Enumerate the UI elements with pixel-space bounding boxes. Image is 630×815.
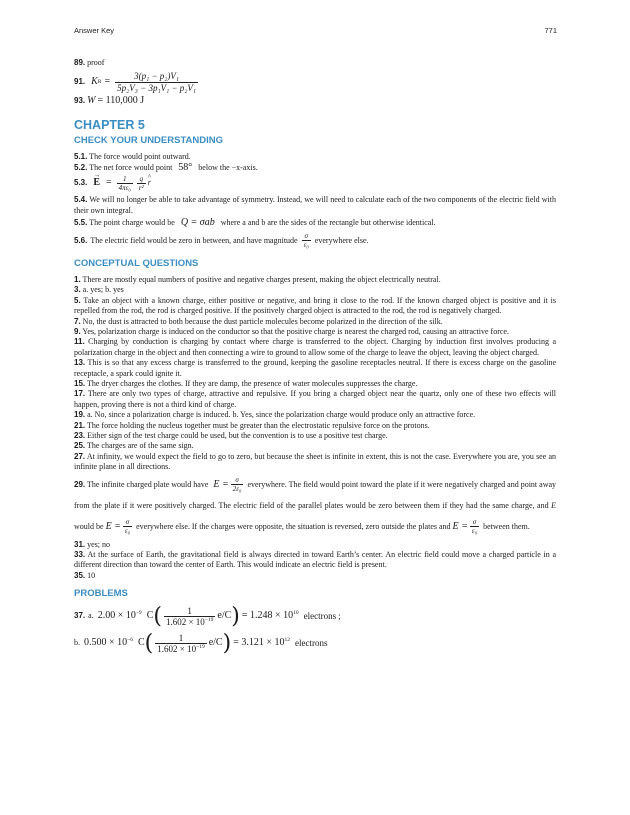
exponent: −19: [196, 644, 205, 651]
fraction-numerator: σ: [123, 518, 132, 527]
answer-37b: [74, 630, 556, 656]
electric-field-vector: E →: [93, 178, 100, 188]
conceptual-answers: [74, 275, 556, 581]
answer-text: This is so that any excess charge is transferred to the ground, keeping the gasoline receptacles neutral. If there is excess charge on the gasoline receptacle, a spark could ignite it.: [74, 358, 557, 378]
answer-number: 11.: [74, 337, 85, 347]
running-header-left: Answer Key: [74, 26, 115, 35]
mantissa: 2.00 × 10: [97, 610, 136, 622]
result-unit: electrons: [294, 638, 328, 649]
answer-23: [74, 431, 556, 441]
angle-value: 58°: [178, 161, 193, 173]
fraction-denominator: 4πε₀: [118, 184, 131, 193]
answer-text: Charging by conduction is charging by contact where charge is transferred to the object. Charging by induction first involves producing a polarization charge in the object and then connecting a wire to ground to allow some of the charge to leave the object, leaving the object charged.: [74, 337, 556, 357]
math-lhs: W: [87, 95, 96, 107]
answer-number: 15.: [74, 379, 86, 388]
answer-text: The force would point outward.: [89, 152, 191, 162]
fraction-denominator: 5p₂V₃ − 3p₁V₁ − p₂V₁: [117, 82, 197, 93]
result-value: [233, 638, 290, 648]
right-paren: ): [222, 630, 232, 656]
answer-text: The infinite charged plate would have: [86, 479, 209, 489]
left-paren: (: [153, 603, 162, 629]
fraction: [302, 232, 311, 249]
charge-value: [84, 638, 133, 648]
answer-number: 21.: [74, 420, 86, 430]
answer-number: 13.: [74, 358, 86, 368]
answer-number: 19.: [74, 410, 86, 420]
fraction-numerator: 1: [164, 606, 215, 617]
fraction: [155, 633, 206, 655]
answer-31: [74, 540, 556, 550]
answer-text: Either sign of the test charge could be used, but the convention is to use a positive test charge.: [87, 431, 388, 441]
fraction: [115, 71, 198, 93]
result-value: [242, 611, 299, 621]
unit: C: [146, 610, 154, 622]
exponent: 10: [293, 610, 299, 617]
answer-89: [74, 58, 556, 68]
math-rhs: = 110,000 J: [97, 95, 145, 107]
answer-text: everywhere else. If the charges were opposite, the situation is reversed, zero outside the plates and: [136, 521, 451, 531]
unit: e/C: [217, 610, 232, 622]
answer-number: 5.2.: [74, 162, 88, 172]
right-paren: ): [231, 603, 240, 629]
answer-number: 29.: [74, 479, 86, 489]
mantissa: 0.500 × 10: [84, 637, 128, 649]
answer-text: The dryer charges the clothes. If they are damp, the presence of water molecules suppresses the charge.: [86, 379, 418, 388]
answer-number: 5.3.: [74, 178, 88, 188]
answer-text: Take an object with a known charge, either positive or negative, and bring it close to the rod. If the known charged object is positive and it is repelled from the rod, the rod is charged positive. If the positively charged object is attracted to the rod, the rod is negatively charged.: [74, 295, 557, 316]
answer-3: [74, 285, 556, 295]
answer-text: everywhere else.: [314, 235, 369, 245]
fraction-denominator: ε₀: [471, 527, 478, 536]
answer-number: 9.: [74, 326, 81, 336]
math-equals: =: [104, 76, 111, 88]
answer-number: 89.: [74, 58, 86, 67]
answer-text: At infinity, we would expect the field to go to zero, but because the sheet is infinite in extent, this is not the case. Everywhere you are, you see an infinite plane in all directions.: [74, 451, 556, 472]
answer-number: 35.: [74, 570, 86, 580]
exponent: 12: [284, 637, 290, 644]
answer-5-5: [74, 218, 556, 228]
answer-text: yes; no: [87, 539, 111, 549]
answer-number: 93.: [74, 96, 86, 106]
answer-text: where a and b are the sides of the rectangle but otherwise identical.: [220, 218, 436, 228]
answer-1: [74, 275, 556, 285]
fraction-numerator: σ: [302, 232, 311, 241]
answer-25: [74, 441, 556, 451]
answer-text: a. yes; b. yes: [82, 285, 124, 295]
answer-text: 10: [87, 570, 96, 580]
answer-5-6: [74, 232, 556, 249]
answer-5: [74, 296, 556, 317]
answer-5-3: [74, 175, 556, 192]
answer-21: [74, 421, 556, 431]
fraction-denominator: r²: [138, 184, 144, 193]
answer-number: 5.: [74, 295, 81, 305]
answer-number: 17.: [74, 389, 86, 399]
math-lhs: E =: [105, 520, 121, 532]
fraction-numerator: 1: [155, 633, 206, 644]
answer-35: [74, 571, 556, 581]
answer-29: [74, 474, 556, 537]
answer-15: [74, 379, 556, 389]
section-heading-problems: PROBLEMS: [74, 588, 128, 600]
answer-37a: [74, 603, 556, 629]
answer-text: The electric field would be zero in between, and have magnitude: [90, 235, 298, 245]
answer-text: proof: [87, 58, 105, 67]
answer-text: a. No, since a polarization charge is induced. b. Yes, since the polarization charge would produce only an attractive force.: [87, 410, 476, 420]
answer-text: We will no longer be able to take advantage of symmetry. Instead, we will need to calculate each of the two components of the electric field with their own integral.: [74, 195, 557, 215]
fraction-denominator: [155, 644, 206, 654]
fraction: [117, 175, 133, 192]
exponent: −9: [135, 610, 142, 617]
answer-number: 33.: [74, 550, 86, 560]
answer-93: [74, 96, 556, 106]
part-label: b.: [74, 638, 80, 648]
answer-91: 91. K R = $\frac{\text{3(p₁ − p₂)V₁}}{\text{5p₂V₃ − 3p₁V₁ − p₂V₁}}$: [74, 71, 197, 93]
answer-27: [74, 452, 556, 473]
math-lhs: E =: [213, 478, 229, 490]
answer-key-content: [74, 58, 556, 655]
answer-number: 91.: [74, 77, 86, 87]
denominator-mantissa: 1.602 × 10: [165, 617, 205, 628]
answer-5-4: [74, 195, 556, 216]
charge-value: [98, 611, 142, 621]
answer-text: At the surface of Earth, the gravitational field is always directed in toward Earth’s center. An electric field could move a charged particle in a different direction than toward the center of Earth. This would indicate an electric field is present.: [74, 550, 556, 570]
answer-number: 23.: [74, 431, 86, 441]
part-label: a.: [88, 611, 94, 621]
chapter-heading: CHAPTER 5: [74, 117, 145, 132]
fraction-denominator: ε₀: [303, 241, 309, 250]
answer-number: 3.: [74, 285, 81, 295]
answer-13: [74, 358, 556, 379]
answer-text: everywhere. The field would point toward the plate if it were negatively charged and point away from the plate if it were positively charged. The electric field of the parallel plates would be zero between them if they had the same charge, and: [74, 479, 557, 510]
answer-17: [74, 389, 556, 410]
answer-number: 5.6.: [74, 235, 88, 245]
result-mantissa: = 1.248 × 10: [241, 610, 294, 622]
denominator-mantissa: 1.602 × 10: [157, 644, 197, 655]
answer-text: between them.: [483, 521, 530, 531]
answer-number: 1.: [74, 274, 81, 284]
answer-text: There are mostly equal numbers of positive and negative charges present, making the object electrically neutral.: [82, 274, 441, 284]
section-heading-check-your-understanding: CHECK YOUR UNDERSTANDING: [74, 134, 224, 146]
answer-number: 25.: [74, 441, 86, 451]
math-expression: Q = σab: [180, 217, 215, 229]
answer-text: The charges are of the same sign.: [86, 441, 194, 451]
result-unit: electrons: [303, 611, 337, 622]
fraction: [164, 606, 215, 628]
answer-number: 7.: [74, 316, 81, 326]
answer-7: [74, 317, 556, 327]
fraction: [231, 476, 244, 493]
fraction-denominator: [164, 617, 215, 627]
answer-5-1: [74, 152, 556, 162]
exponent: −6: [127, 637, 133, 644]
fraction-denominator: ε₀: [124, 527, 131, 536]
answer-11: [74, 337, 556, 358]
math-lhs: E =: [452, 520, 468, 532]
exponent: −19: [204, 617, 214, 624]
page-number: 771: [544, 26, 557, 35]
fraction-numerator: 3(p₁ − p₂)V₁: [115, 71, 198, 82]
fraction-numerator: q: [137, 175, 146, 184]
answer-text: The point charge would be: [89, 218, 175, 228]
section-heading-conceptual-questions: CONCEPTUAL QUESTIONS: [74, 257, 199, 269]
answer-text: E: [551, 500, 557, 510]
answer-text: would be: [74, 521, 104, 531]
fraction: [470, 518, 479, 535]
math-equals: =: [106, 177, 112, 189]
fraction: [137, 175, 146, 192]
answer-5-2: [74, 163, 556, 173]
unit-vector-r: r ^: [148, 178, 151, 188]
answer-number: 31.: [74, 539, 86, 549]
answer-number: 5.5.: [74, 218, 88, 228]
result-mantissa: = 3.121 × 10: [233, 637, 285, 649]
fraction-numerator: σ: [231, 476, 244, 485]
separator: ;: [338, 611, 341, 622]
answer-text: There are only two types of charge, attractive and repulsive. If you bring a charged object near the quartz, only one of these two effects will happen, proving there is not a third kind of charge.: [74, 389, 557, 409]
answer-9: [74, 327, 556, 337]
unit: e/C: [208, 637, 223, 649]
answer-number: 5.1.: [74, 152, 88, 162]
answer-text: The net force would point: [89, 162, 173, 172]
answer-number: 37.: [74, 611, 86, 621]
unit: C: [138, 637, 145, 649]
left-paren: (: [144, 630, 154, 656]
math-lhs: K: [91, 76, 98, 88]
answer-text: No, the dust is attracted to both because the dust particle molecules become polarized in the direction of the silk.: [82, 316, 443, 326]
fraction-denominator: 2ε₀: [232, 485, 242, 494]
fraction-numerator: σ: [470, 518, 479, 527]
answer-33: [74, 550, 556, 571]
fraction: [123, 518, 132, 535]
answer-text: The force holding the nucleus together must be greater than the electrostatic repulsive force on the protons.: [86, 420, 430, 430]
fraction-numerator: 1: [117, 175, 133, 184]
answer-text: below the −x-axis.: [198, 162, 258, 172]
answer-number: 5.4.: [74, 195, 88, 205]
answer-number: 27.: [74, 451, 86, 461]
answer-19: [74, 410, 556, 420]
answer-text: Yes, polarization charge is induced on the conductor so that the positive charge is nearest the charged rod, causing an attractive force.: [82, 326, 509, 336]
